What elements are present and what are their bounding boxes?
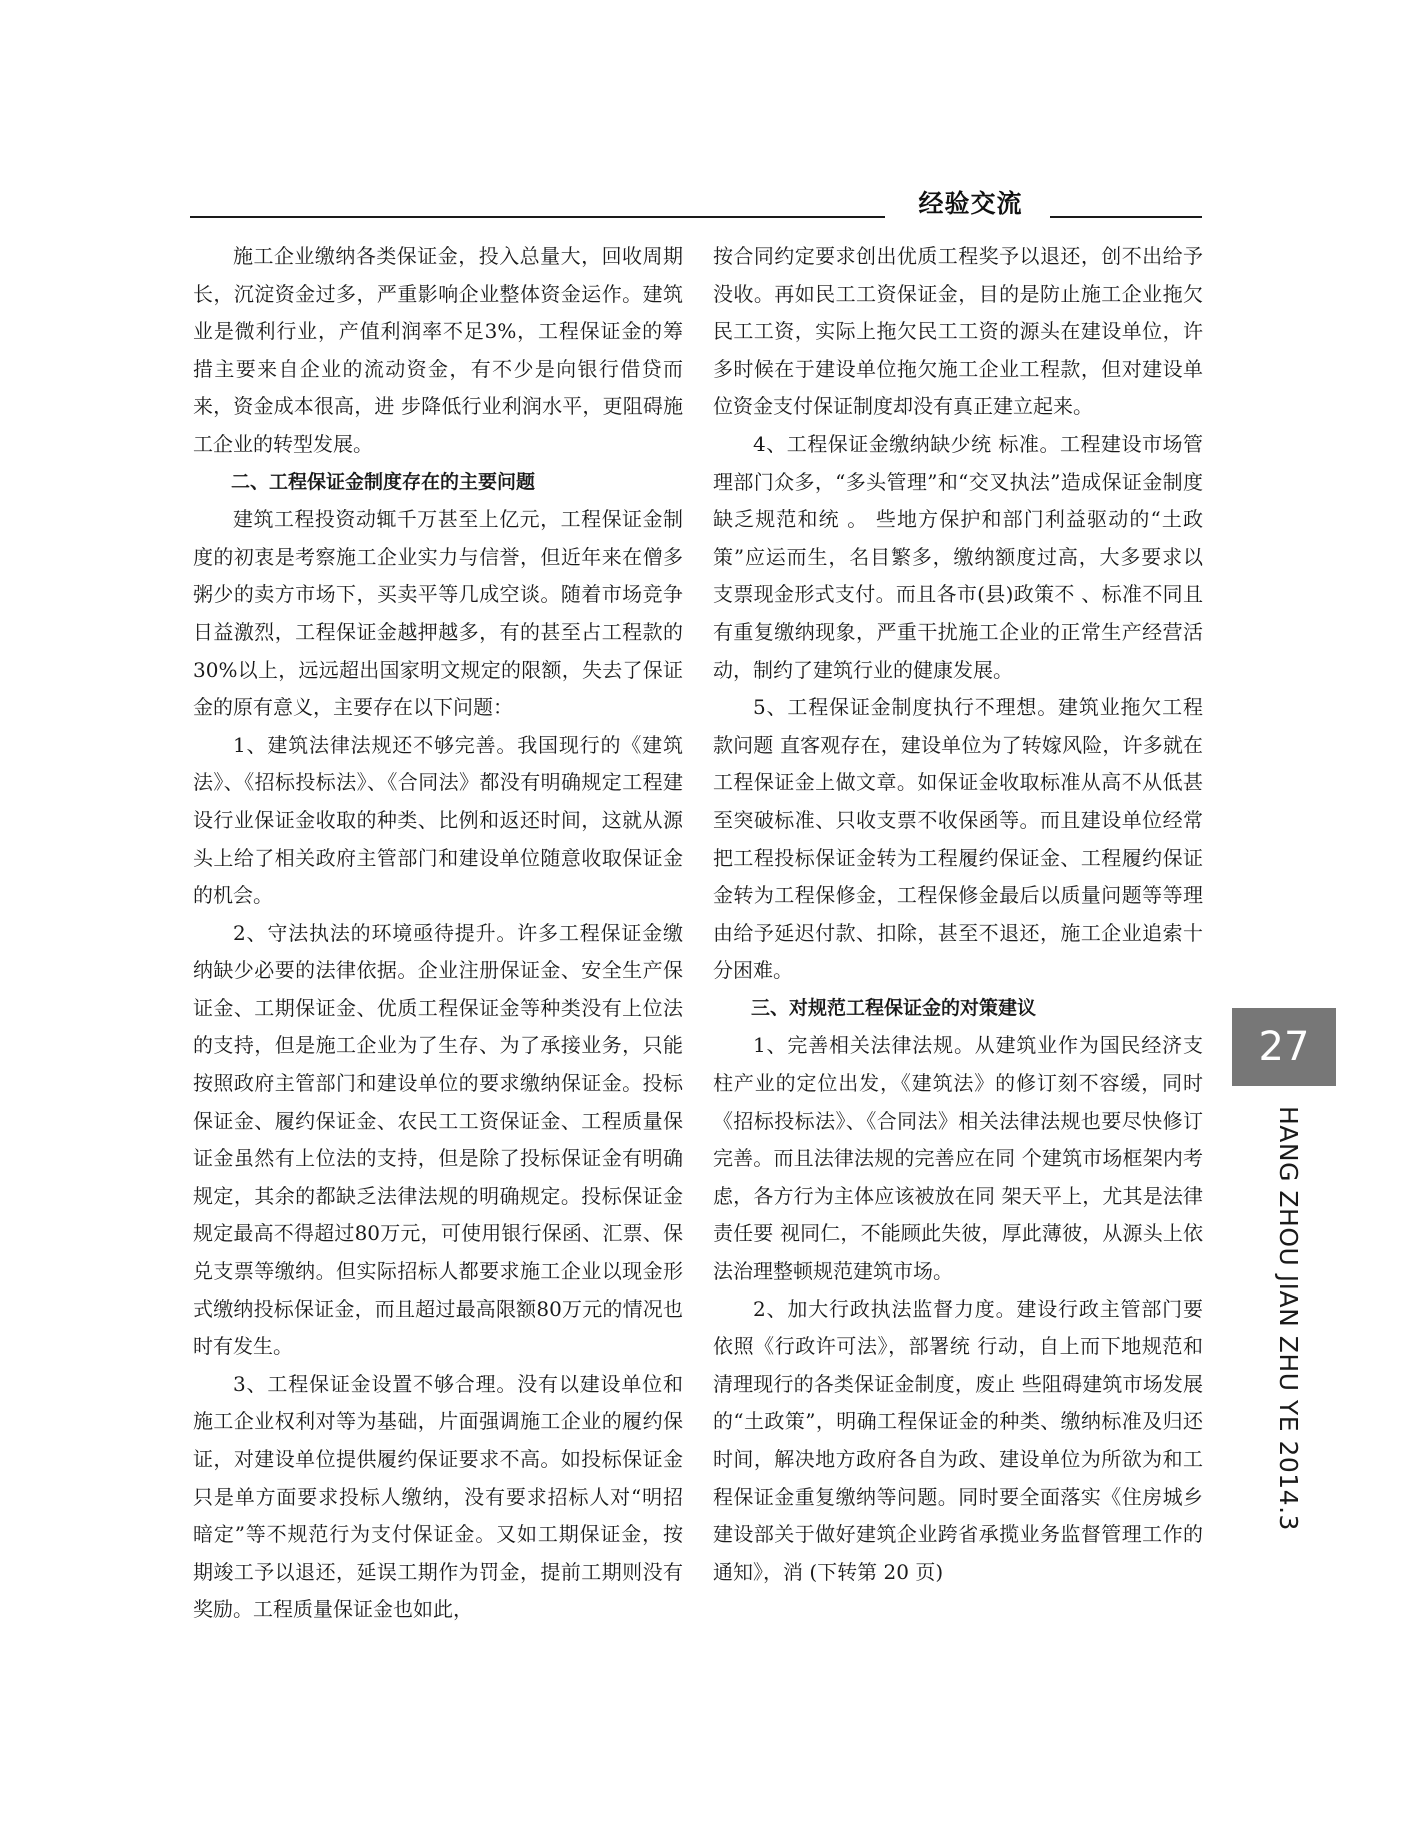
header-rule-right [1050,216,1202,218]
subheading: 三、对规范工程保证金的对策建议 [751,996,1037,1019]
page-number-box: 27 [1232,1008,1336,1086]
section-title: 经验交流 [918,189,1023,218]
paragraph: 3、工程保证金设置不够合理。没有以建设单位和施工企业权利对等为基础，片面强调施工企业的履约保证，对建设单位提供履约保证要求不高。如投标保证金只是单方面要求投标人缴纳，没有要求招标人对“明招暗定”等不规范行为支付保证金。又如工期保证金，按期竣工予以退还，延误工期作为罚金，提前工期则没有奖励。工程质量保证金也如此， [193,1371,683,1622]
paragraph-continued: 按合同约定要求创出优质工程奖予以退还，创不出给予没收。再如民工工资保证金，目的是防止施工企业拖欠民工工资，实际上拖欠民工工资的源头在建设单位，许多时候在于建设单位拖欠施工企业工程款，但对建设单位资金支付保证制度却没有真正建立起来。 [713,244,1203,419]
article-column-left [193,238,683,1629]
paragraph: 5、工程保证金制度执行不理想。建筑业拖欠工程款问题 直客观存在，建设单位为了转嫁风险，许多就在工程保证金上做文章。如保证金收取标准从高不从低甚至突破标准、只收支票不收保函等。而且建设单位经常把工程投标保证金转为工程履约保证金、工程履约保证金转为工程保修金，工程保修金最后以质量问题等等理由给予延迟付款、扣除，甚至不退还，施工企业追索十分困难。 [713,695,1203,983]
paragraph: 4、工程保证金缴纳缺少统 标准。工程建设市场管理部门众多，“多头管理”和“交叉执法”造成保证金制度缺乏规范和统 。 些地方保护和部门利益驱动的“土政策”应运而生，名目繁多，缴纳额度过高，大多要求以支票现金形式支付。而且各市(县)政策不 、标准不同且有重复缴纳现象，严重干扰施工企业的正常生产经营活动，制约了建筑行业的健康发展。 [713,431,1203,682]
continued-note: (下转第 20 页) [809,1559,944,1584]
paragraph-with-continuation [713,1291,1203,1592]
paragraph: 施工企业缴纳各类保证金，投入总量大，回收周期长，沉淀资金过多，严重影响企业整体资金运作。建筑业是微利行业，产值利润率不足3%，工程保证金的筹措主要来自企业的流动资金，有不少是向银行借贷而来，资金成本很高，进 步降低行业利润水平，更阻碍施工企业的转型发展。 [193,244,683,456]
header-rule-left [190,216,885,218]
paragraph-text: 2、加大行政执法监督力度。建设行政主管部门要依照《行政许可法》，部署统 行动，自上而下地规范和清理现行的各类保证金制度，废止 些阻碍建筑市场发展的“土政策”，明确工程保证金的种类、缴纳标准及归还时间，解决地方政府各自为政、建设单位为所欲为和工程保证金重复缴纳等问题。同时要全面落实《住房城乡建设部关于做好建筑企业跨省承揽业务监督管理工作的通知》，消 [713,1296,1203,1584]
journal-vertical-label: HANG ZHOU JIAN ZHU YE 2014.3 [1274,1106,1303,1531]
subheading: 二、工程保证金制度存在的主要问题 [231,470,536,493]
paragraph: 建筑工程投资动辄千万甚至上亿元，工程保证金制度的初衷是考察施工企业实力与信誉，但近年来在僧多粥少的卖方市场下，买卖平等几成空谈。随着市场竞争日益激烈，工程保证金越押越多，有的甚至占工程款的30%以上，远远超出国家明文规定的限额，失去了保证金的原有意义，主要存在以下问题： [193,507,683,720]
article-column-right [713,238,1203,1591]
paragraph: 1、完善相关法律法规。从建筑业作为国民经济支柱产业的定位出发，《建筑法》的修订刻不容缓，同时《招标投标法》、《合同法》相关法律法规也要尽快修订完善。而且法律法规的完善应在同 个建筑市场框架内考虑，各方行为主体应该被放在同 架天平上，尤其是法律责任要 视同仁，不能顾此失彼，厚此薄彼，从源头上依法治理整顿规范建筑市场。 [713,1033,1203,1284]
paragraph: 2、守法执法的环境亟待提升。许多工程保证金缴纳缺少必要的法律依据。企业注册保证金、安全生产保证金、工期保证金、优质工程保证金等种类没有上位法的支持，但是施工企业为了生存、为了承接业务，只能按照政府主管部门和建设单位的要求缴纳保证金。投标保证金、履约保证金、农民工工资保证金、工程质量保证金虽然有上位法的支持，但是除了投标保证金有明确规定，其余的都缺乏法律法规的明确规定。投标保证金规定最高不得超过80万元，可使用银行保函、汇票、保兑支票等缴纳。但实际招标人都要求施工企业以现金形式缴纳投标保证金，而且超过最高限额80万元的情况也时有发生。 [193,920,683,1359]
paragraph: 1、建筑法律法规还不够完善。我国现行的《建筑法》、《招标投标法》、《合同法》都没有明确规定工程建设行业保证金收取的种类、比例和返还时间，这就从源头上给了相关政府主管部门和建设单位随意收取保证金的机会。 [193,732,683,908]
